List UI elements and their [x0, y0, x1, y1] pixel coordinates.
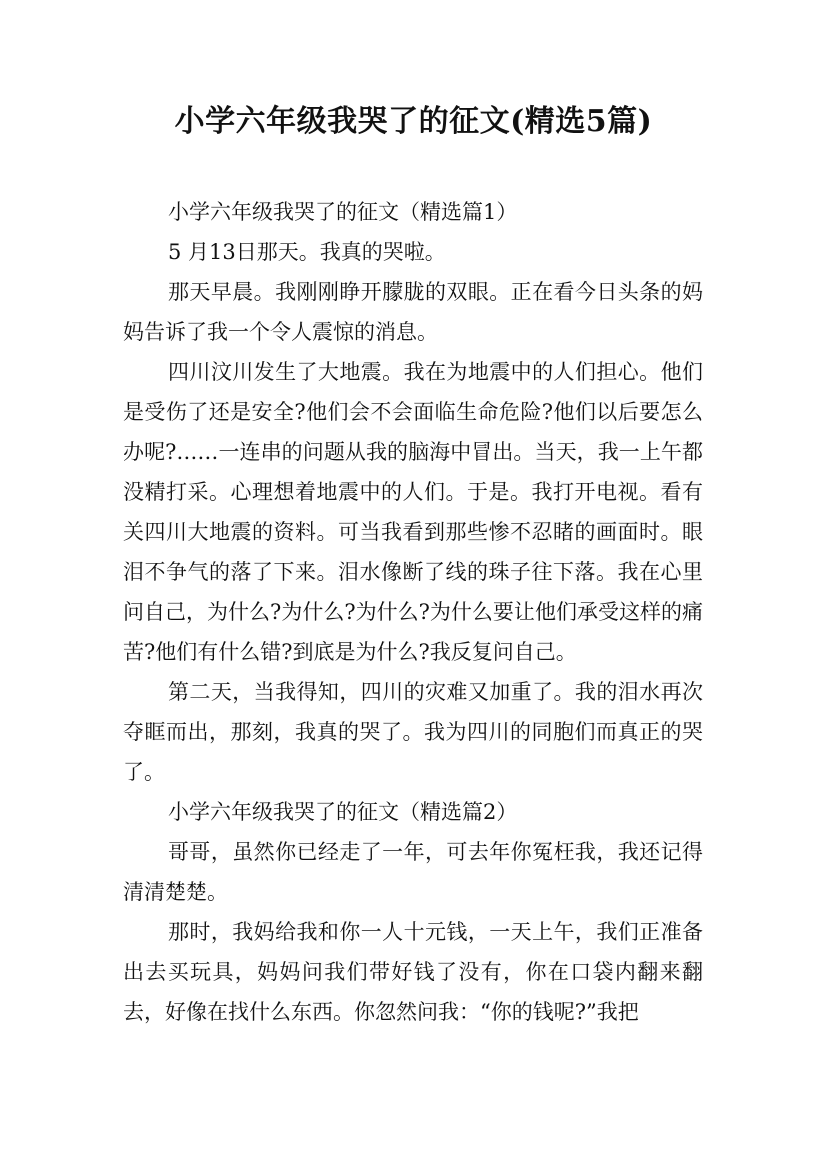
section-heading-1: 小学六年级我哭了的征文（精选篇1）: [168, 200, 518, 224]
paragraph: 第二天，当我得知，四川的灾难又加重了。我的泪水再次夺眶而出，那刻，我真的哭了。我为四川的同胞们而真正的哭了。: [123, 680, 703, 784]
document-body: [123, 192, 703, 1032]
paragraph: 四川汶川发生了大地震。我在为地震中的人们担心。他们是受伤了还是安全?他们会不会面临生命危险?他们以后要怎么办呢?……一连串的问题从我的脑海中冒出。当天，我一上午都没精打采。心理想着地震中的人们。于是。我打开电视。看有关四川大地震的资料。可当我看到那些惨不忍睹的画面时。眼泪不争气的落了下来。泪水像断了线的珠子往下落。我在心里问自己，为什么?为什么?为什么?为什么要让他们承受这样的痛苦?他们有什么错?到底是为什么?我反复问自己。: [123, 360, 703, 664]
paragraph: 5 月13日那天。我真的哭啦。: [168, 240, 446, 264]
section-heading-2: 小学六年级我哭了的征文（精选篇2）: [168, 800, 518, 824]
paragraph: 那天早晨。我刚刚睁开朦胧的双眼。正在看今日头条的妈妈告诉了我一个令人震惊的消息。: [123, 280, 703, 344]
document-title: 小学六年级我哭了的征文(精选5篇): [174, 104, 653, 139]
paragraph: 那时，我妈给我和你一人十元钱，一天上午，我们正准备出去买玩具，妈妈问我们带好钱了没有，你在口袋内翻来翻去，好像在找什么东西。你忽然问我：“你的钱呢?”我把: [123, 920, 703, 1024]
paragraph: 哥哥，虽然你已经走了一年，可去年你冤枉我，我还记得清清楚楚。: [123, 840, 703, 904]
